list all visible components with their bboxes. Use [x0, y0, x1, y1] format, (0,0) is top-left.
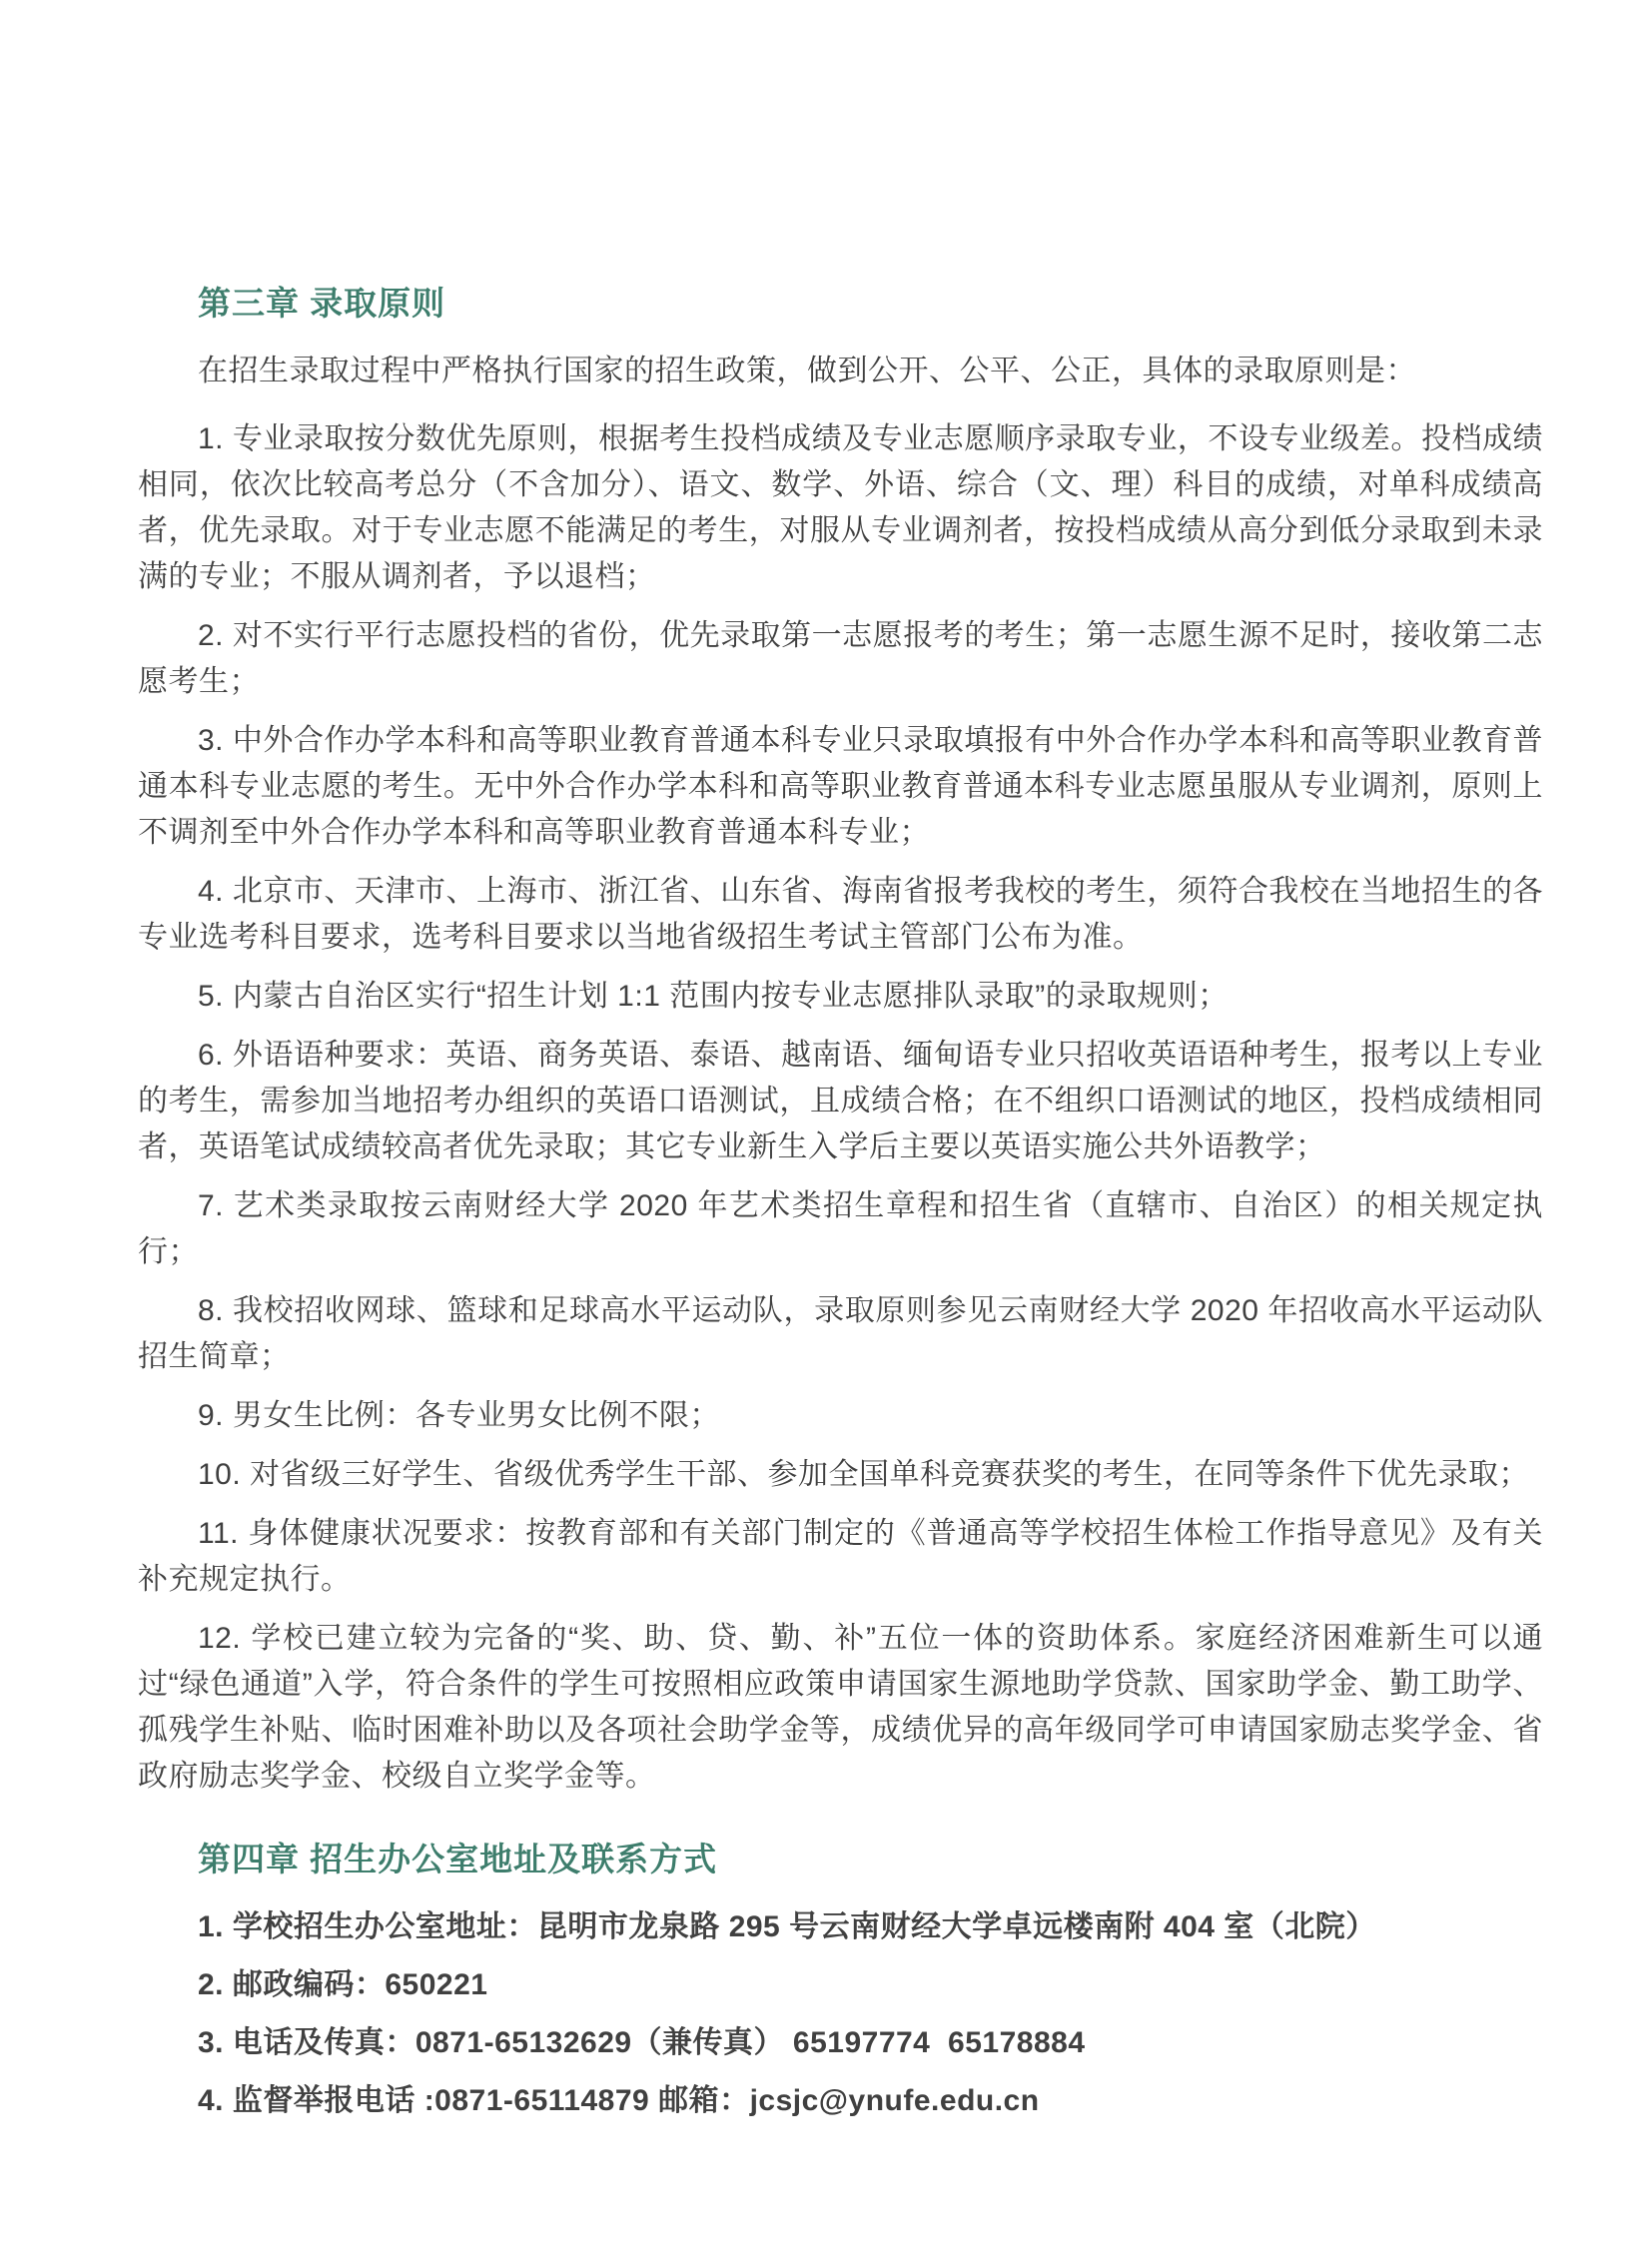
- chapter3-item-6: 6. 外语语种要求：英语、商务英语、泰语、越南语、缅甸语专业只招收英语语种考生，报考以上专业的考生，需参加当地招考办组织的英语口语测试，且成绩合格；在不组织口语测试的地区，投档成绩相同者，英语笔试成绩较高者优先录取；其它专业新生入学后主要以英语实施公共外语教学；: [138, 1039, 1543, 1163]
- chapter3-item-3: 3. 中外合作办学本科和高等职业教育普通本科专业只录取填报有中外合作办学本科和高等职业教育普通本科专业志愿的考生。无中外合作办学本科和高等职业教育普通本科专业志愿虽服从专业调剂，原则上不调剂至中外合作办学本科和高等职业教育普通本科专业；: [138, 724, 1543, 849]
- chapter3-item-12: 12. 学校已建立较为完备的“奖、助、贷、勤、补”五位一体的资助体系。家庭经济困难新生可以通过“绿色通道”入学，符合条件的学生可按照相应政策申请国家生源地助学贷款、国家助学金、勤工助学、孤残学生补贴、临时困难补助以及各项社会助学金等，成绩优异的高年级同学可申请国家励志奖学金、省政府励志奖学金、校级自立奖学金等。: [138, 1622, 1543, 1793]
- chapter3-intro: 在招生录取过程中严格执行国家的招生政策，做到公开、公平、公正，具体的录取原则是：: [198, 355, 1416, 387]
- chapter3-item-2: 2. 对不实行平行志愿投档的省份，优先录取第一志愿报考的考生；第一志愿生源不足时，接收第二志愿考生；: [138, 619, 1543, 698]
- chapter3-item-11: 11. 身体健康状况要求：按教育部和有关部门制定的《普通高等学校招生体检工作指导意见》及有关补充规定执行。: [138, 1517, 1543, 1596]
- chapter3-item-5: 5. 内蒙古自治区实行“招生计划 1:1 范围内按专业志愿排队录取”的录取规则；: [198, 980, 1229, 1013]
- chapter4-postcode-line: 2. 邮政编码：650221: [198, 1968, 488, 2001]
- chapter3-item-9: 9. 男女生比例：各专业男女比例不限；: [198, 1399, 720, 1432]
- chapter3-item-1: 1. 专业录取按分数优先原则，根据考生投档成绩及专业志愿顺序录取专业，不设专业级差。投档成绩相同，依次比较高考总分（不含加分）、语文、数学、外语、综合（文、理）科目的成绩，对单科成绩高者，优先录取。对于专业志愿不能满足的考生，对服从专业调剂者，按投档成绩从高分到低分录取到未录满的专业；不服从调剂者，予以退档；: [138, 422, 1543, 593]
- chapter3-item-10: 10. 对省级三好学生、省级优秀学生干部、参加全国单科竞赛获奖的考生，在同等条件下优先录取；: [198, 1458, 1530, 1491]
- chapter3-item-4: 4. 北京市、天津市、上海市、浙江省、山东省、海南省报考我校的考生，须符合我校在当地招生的各专业选考科目要求，选考科目要求以当地省级招生考试主管部门公布为准。: [138, 875, 1543, 954]
- chapter3-item-8: 8. 我校招收网球、篮球和足球高水平运动队，录取原则参见云南财经大学 2020 年招收高水平运动队招生简章；: [138, 1294, 1543, 1373]
- chapter4-report-phone-email-line: 4. 监督举报电话 :0871-65114879 邮箱：jcsjc@ynufe.edu.cn: [198, 2084, 1040, 2117]
- chapter4-phone-fax-line: 3. 电话及传真：0871-65132629（兼传真） 65197774 65178884: [198, 2026, 1086, 2059]
- chapter3-item-7: 7. 艺术类录取按云南财经大学 2020 年艺术类招生章程和招生省（直辖市、自治区）的相关规定执行；: [138, 1189, 1543, 1268]
- chapter4-address-line: 1. 学校招生办公室地址：昆明市龙泉路 295 号云南财经大学卓远楼南附 404 室（北院）: [198, 1910, 1376, 1943]
- chapter-4-section: [138, 1834, 1543, 2124]
- chapter-3-section: [138, 278, 1543, 1800]
- chapter3-heading: 第三章 录取原则: [198, 285, 446, 322]
- chapter4-heading: 第四章 招生办公室地址及联系方式: [198, 1841, 718, 1877]
